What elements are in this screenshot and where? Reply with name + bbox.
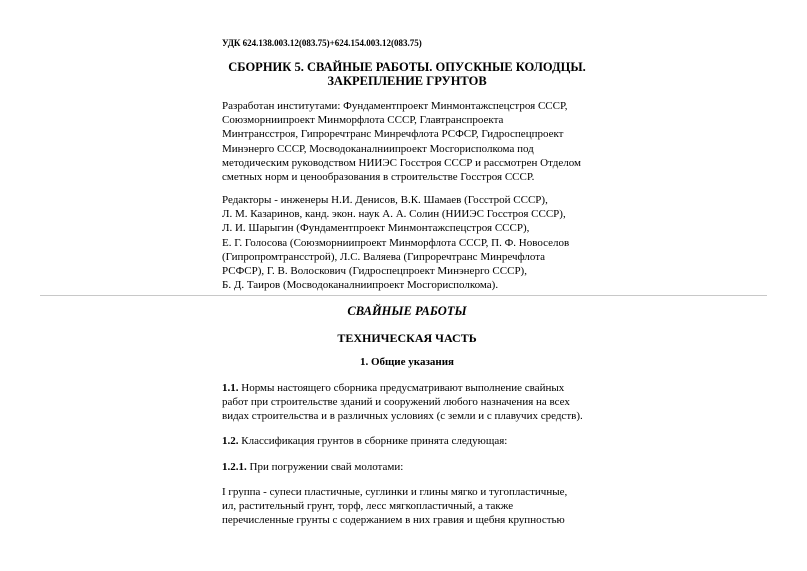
clause-number: 1.2. bbox=[222, 435, 239, 447]
udk-code: УДК 624.138.003.12(083.75)+624.154.003.12(083.75) bbox=[222, 38, 422, 48]
paragraph-line bbox=[222, 460, 592, 474]
editors-paragraph bbox=[222, 193, 592, 292]
clause-text: Нормы настоящего сборника предусматривают выполнение свайных bbox=[238, 382, 565, 394]
developers-line: сметных норм и ценообразования в строительстве Госстроя СССР. bbox=[222, 171, 535, 184]
editors-line: (Гипропромтрансстрой), Л.С. Валяева (Гипроречтранс Минречфлота bbox=[222, 250, 546, 263]
developers-line: Разработан институтами: Фундаментпроект Минмонтажспецстроя СССР, bbox=[222, 100, 568, 112]
technical-part-heading: ТЕХНИЧЕСКАЯ ЧАСТЬ bbox=[337, 331, 477, 345]
paragraph-line: видах строительства и в различных условиях (с земли и с плавучих средств). bbox=[222, 410, 583, 423]
paragraph-line: I группа - супеси пластичные, суглинки и глины мягко и тугопластичные, bbox=[222, 486, 568, 498]
paragraph-line: перечисленные грунты с содержанием в них гравия и щебня крупностью bbox=[222, 514, 565, 527]
paragraph-line bbox=[222, 434, 592, 448]
subsection-heading: 1. Общие указания bbox=[359, 356, 455, 368]
editors-line: Л. М. Казаринов, канд. экон. наук А. А. Солин (НИИЭС Госстроя СССР), bbox=[222, 208, 566, 221]
paragraph-line: работ при строительстве зданий и сооружений любого назначения на всех bbox=[222, 396, 570, 409]
developers-line: Минэнерго СССР, Мосводоканалниипроект Мосгорисполкома под bbox=[222, 142, 534, 155]
paragraph-1-2 bbox=[222, 434, 592, 448]
paragraph-1-2-1 bbox=[222, 460, 592, 474]
editors-line: Е. Г. Голосова (Союзморниипроект Минморфлота СССР, П. Ф. Новоселов bbox=[222, 236, 570, 249]
developers-line: Минтрансстроя, Гипроречтранс Минречфлота РСФСР, Гидроспецпроект bbox=[222, 128, 564, 141]
editors-line: Б. Д. Таиров (Мосводоканалниипроект Мосгорисполкома). bbox=[222, 279, 499, 292]
clause-text: При погружении свай молотами: bbox=[246, 461, 404, 473]
paragraph-1-1 bbox=[222, 381, 592, 424]
developers-line: Союзморниипроект Минморфлота СССР, Главтранспроекта bbox=[222, 114, 504, 127]
section-title: СВАЙНЫЕ РАБОТЫ bbox=[347, 304, 467, 318]
editors-line: РСФСР), Г. В. Волоскович (Гидроспецпроект Минэнерго СССР), bbox=[222, 265, 527, 278]
horizontal-divider bbox=[40, 295, 767, 296]
editors-line: Редакторы - инженеры Н.И. Денисов, В.К. Шамаев (Госстрой СССР), bbox=[222, 194, 548, 206]
clause-text: Классификация грунтов в сборнике принята следующая: bbox=[238, 435, 508, 447]
collection-title-line-2: ЗАКРЕПЛЕНИЕ ГРУНТОВ bbox=[327, 74, 487, 88]
paragraph-line bbox=[222, 381, 592, 395]
developers-paragraph bbox=[222, 99, 592, 184]
clause-number: 1.1. bbox=[222, 382, 239, 394]
editors-line: Л. И. Шарыгин (Фундаментпроект Минмонтажспецстроя СССР), bbox=[222, 222, 530, 235]
paragraph-line: ил, растительный грунт, торф, лесс мягкопластичный, а также bbox=[222, 500, 514, 513]
soil-group-1-paragraph bbox=[222, 485, 592, 528]
collection-title-line-1: СБОРНИК 5. СВАЙНЫЕ РАБОТЫ. ОПУСКНЫЕ КОЛОДЦЫ. bbox=[228, 60, 586, 74]
collection-title bbox=[222, 60, 592, 88]
developers-line: методическим руководством НИИЭС Госстроя СССР и рассмотрен Отделом bbox=[222, 156, 581, 169]
clause-number: 1.2.1. bbox=[222, 461, 247, 473]
